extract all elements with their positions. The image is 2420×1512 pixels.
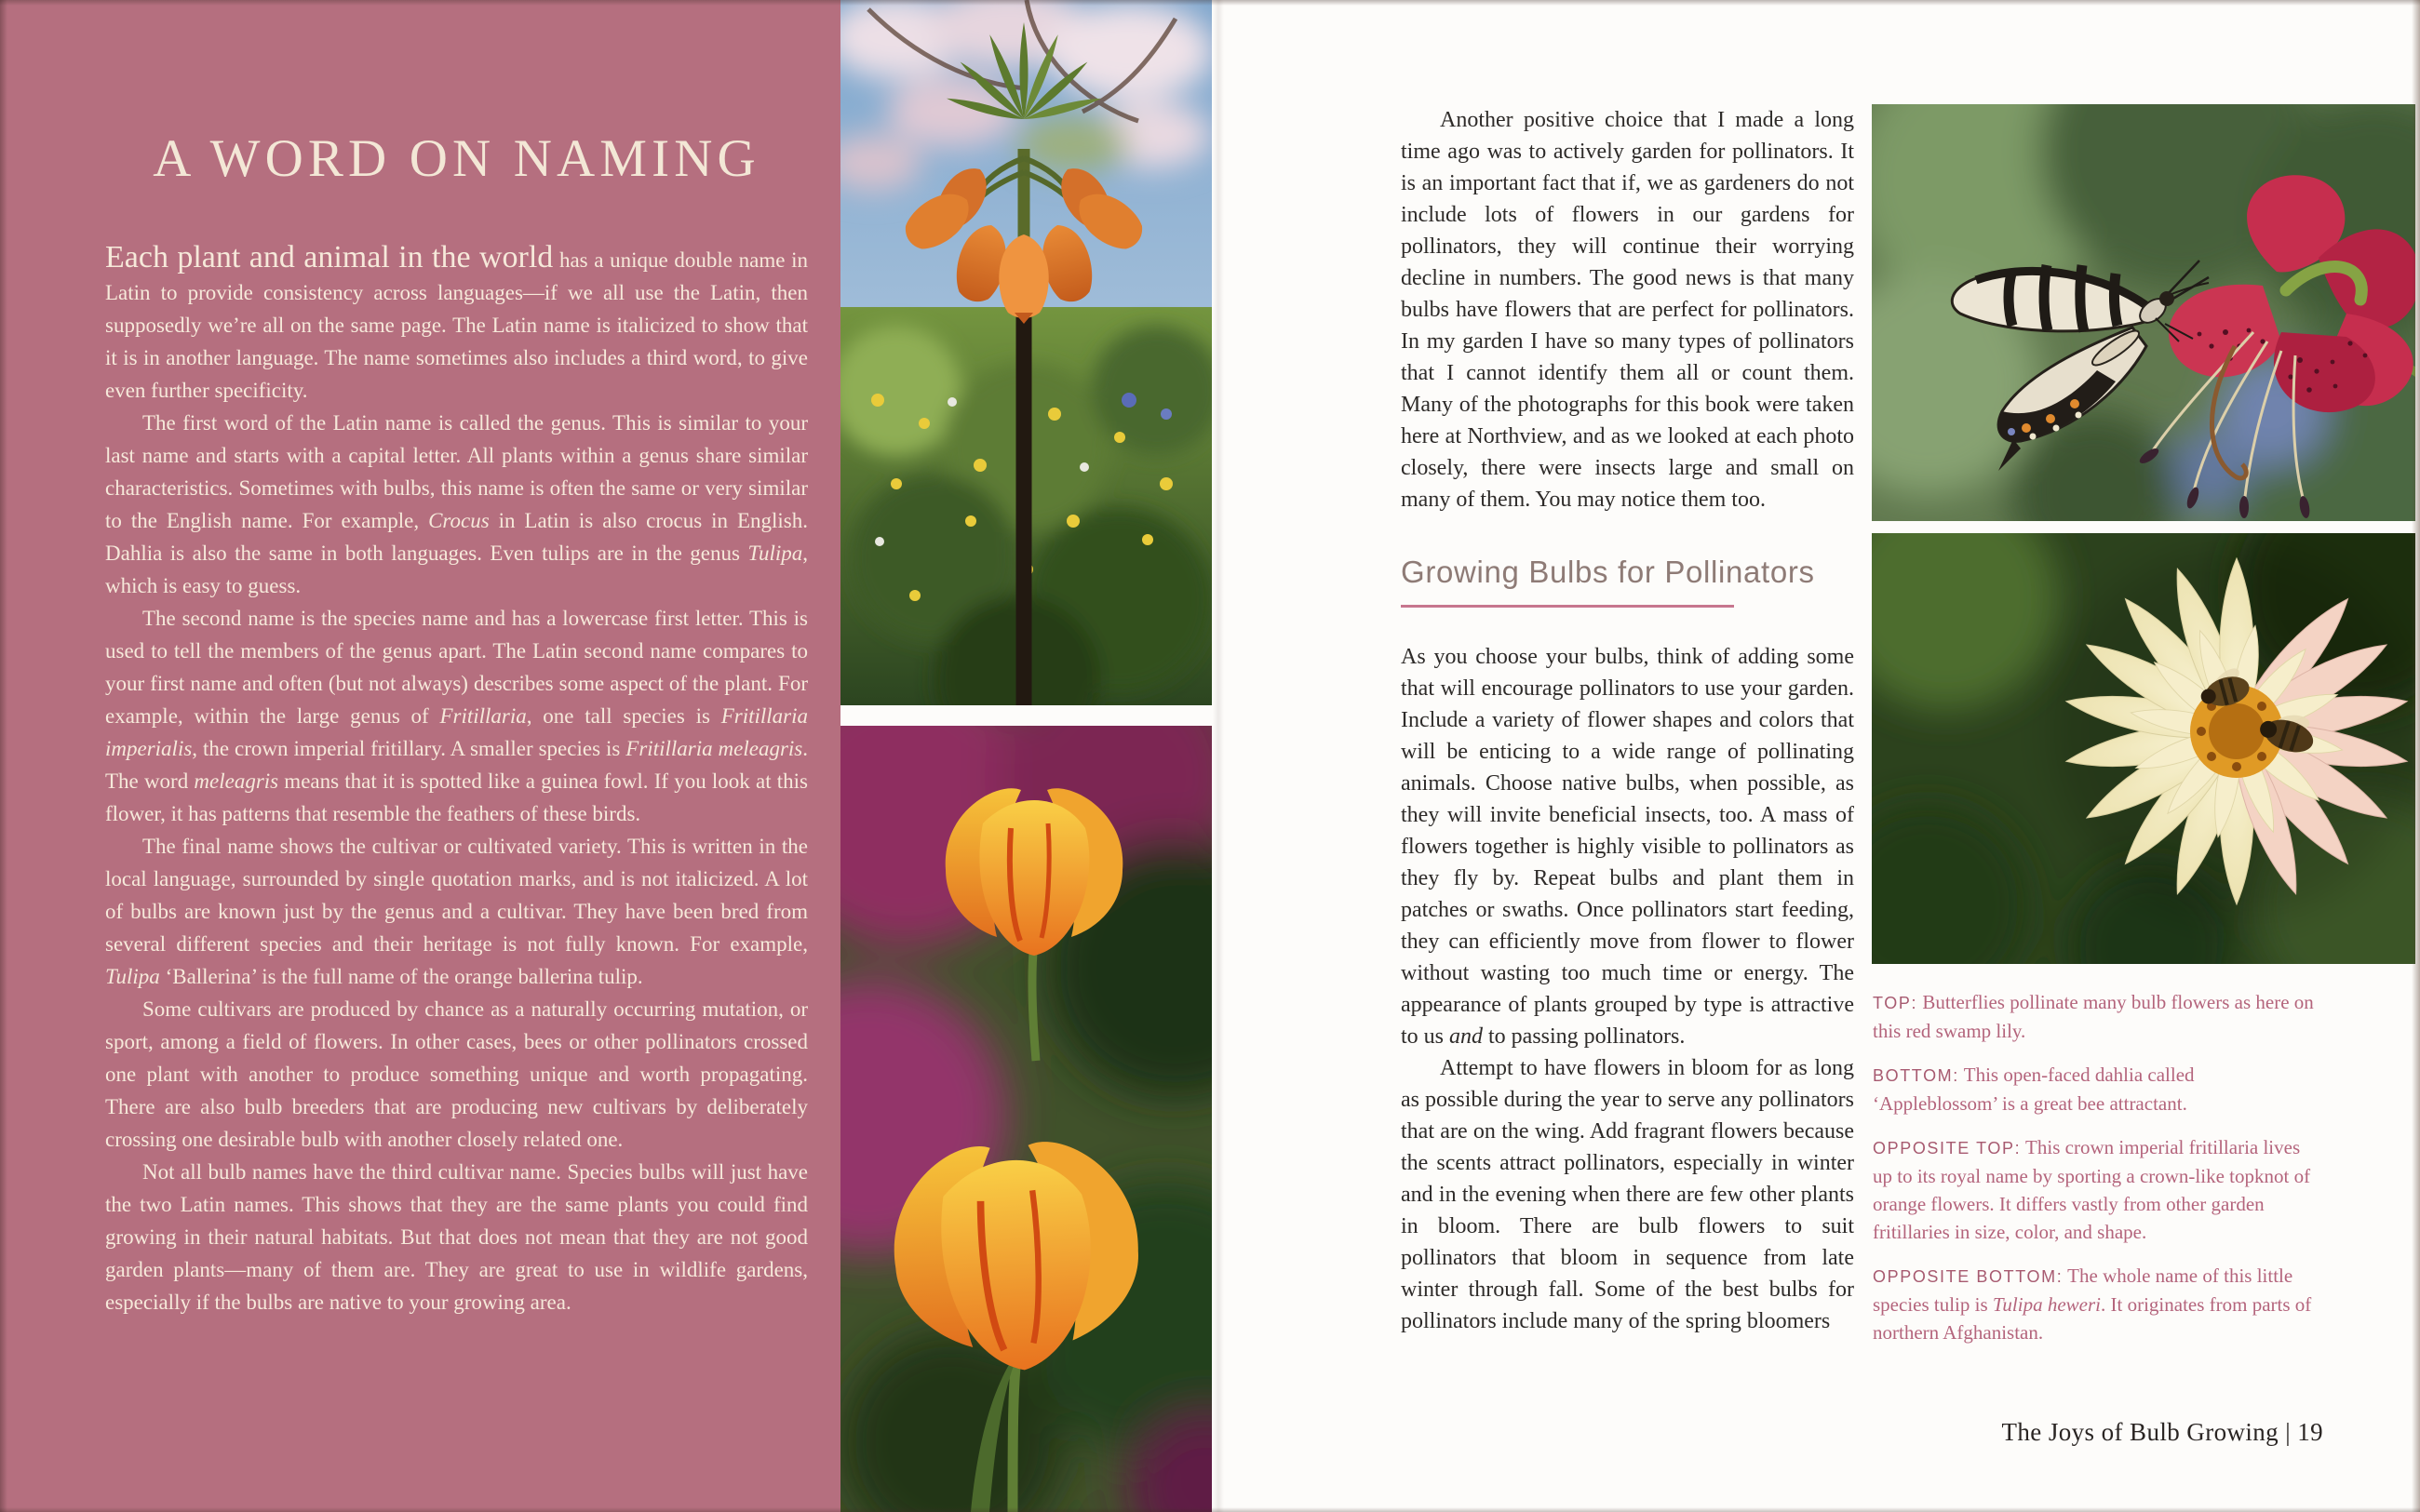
heading-rule (1401, 605, 1734, 608)
left-text-column (105, 0, 808, 1318)
left-page-panel (0, 0, 840, 1512)
caption-text: The whole name of this little species tulip is Tulipa heweri. It originates from parts of northern Afghanistan. (1873, 1264, 2312, 1344)
photo-dahlia-bees (1872, 533, 2415, 964)
page-title: A WORD ON NAMING (153, 129, 760, 188)
paragraph: The first word of the Latin name is called the genus. This is similar to your last name and starts with a capital letter. All plants within a genus share similar characteristics. Sometimes with bulbs, this name is often the same or very similar to the English name. For example, Crocus in Latin is also crocus in English. Dahlia is also the same in both languages. Even tulips are in the genus Tulipa, which is easy to guess. (105, 411, 808, 597)
paragraph: Some cultivars are produced by chance as a naturally occurring mutation, or sport, among a field of flowers. In other cases, bees or other pollinators crossed one plant with another to produce something unique and worth propagating. There are also bulb breeders that are producing new cultivars by deliberately crossing one desirable bulb with another closely related one. (105, 997, 808, 1151)
caption-label: OPPOSITE TOP: (1873, 1139, 2022, 1157)
photo-tulips (840, 726, 1212, 1512)
caption-label: TOP: (1873, 994, 1918, 1012)
intro-rest: has a unique double name in Latin to provide consistency across languages—if we all use the Latin, then supposedly we’re all on the same page. The Latin name is italicized to show that it is in another language. The name sometimes also includes a third word, to give even further specificity. (105, 248, 808, 402)
photo-butterfly-lily (1872, 104, 2415, 521)
caption-opposite-top (1873, 1133, 2323, 1246)
caption-text: This crown imperial fritillaria lives up to its royal name by sporting a crown-like topknot of orange flowers. It differs vastly from other garden fritillaries in size, color, and shape. (1873, 1136, 2311, 1243)
caption-bottom (1873, 1061, 2323, 1117)
paragraph: Attempt to have flowers in bloom for as long as possible during the year to serve any pollinators that are on the wing. Add fragrant flowers because the scents attract pollinators, especially in winter and in the evening when there are few other plants in bloom. There are bulb flowers to suit pollinators that bloom in sequence from late winter through fall. Some of the best bulbs for pollinators include many of the spring bloomers (1401, 1056, 1854, 1333)
running-footer: The Joys of Bulb Growing | 19 (2001, 1418, 2323, 1446)
caption-text: This open-faced dahlia called ‘Appleblossom’ is a great bee attractant. (1873, 1064, 2195, 1115)
paragraph: As you choose your bulbs, think of adding some that will encourage pollinators to use your garden. Include a variety of flower shapes and colors that will be enticing to a wide range of pollinating animals. Choose native bulbs, when possible, as they will invite beneficial insects, too. A mass of flowers together is highly visible to pollinators as they fly by. Repeat bulbs and plant them in patches or swaths. Once pollinators start feeding, they can efficiently move from flower to flower without wasting too much time or energy. The appearance of plants grouped by type is attractive to us and to passing pollinators. (1401, 645, 1854, 1049)
caption-opposite-bottom (1873, 1262, 2323, 1346)
page-gutter (1213, 0, 1224, 1512)
paragraph: The second name is the species name and has a lowercase first letter. This is used to tell the members of the genus apart. The Latin second name compares to your first name and often (but not always) describes some aspect of the plant. For example, within the large genus of Fritillaria, one tall species is Fritillaria imperialis, the crown imperial fritillary. A smaller species is Fritillaria meleagris. The word meleagris means that it is spotted like a guinea fowl. If you look at this flower, it has patterns that resemble the feathers of these birds. (105, 607, 809, 825)
right-text-column (1401, 104, 1854, 1337)
caption-column (1873, 988, 2323, 1362)
intro-paragraph (105, 241, 808, 407)
photo-crown-imperial (840, 0, 1212, 705)
paragraph: The final name shows the cultivar or cultivated variety. This is written in the local language, surrounded by single quotation marks, and is not italicized. A lot of bulbs are known just by the genus and a cultivar. They have been bred from several different species and their heritage is not fully known. For example, Tulipa ‘Ballerina’ is the full name of the orange ballerina tulip. (105, 835, 808, 988)
caption-label: BOTTOM: (1873, 1066, 1959, 1085)
dahlia-flower (2050, 545, 2415, 917)
section-heading: Growing Bulbs for Pollinators (1401, 555, 1815, 589)
paragraph: Another positive choice that I made a long time ago was to actively garden for pollinators. It is an important fact that if, we as gardeners do not include lots of flowers in our gardens for pollinators, they will continue their worrying decline in numbers. The good news is that many bulbs have flowers that are perfect for pollinators. In my garden I have so many types of pollinators that I cannot identify them all or count them. Many of the photographs for this book were taken here at Northview, and as we looked at each photo closely, there were insects large and small on many of them. You may notice them too. (1401, 108, 1854, 512)
section-heading-block (1401, 556, 1854, 608)
lead-in-phrase: Each plant and animal in the world (105, 240, 554, 274)
caption-top (1873, 988, 2323, 1045)
left-body (105, 241, 808, 1318)
caption-label: OPPOSITE BOTTOM: (1873, 1267, 2064, 1286)
paragraph: Not all bulb names have the third cultivar name. Species bulbs will just have the two Latin names. This shows that they are the same plants you could find growing in their natural habitats. But that does not mean that they are not good garden plants—many of them are. They are great to use in wildlife gardens, especially if the bulbs are native to your growing area. (105, 1160, 808, 1314)
caption-text: Butterflies pollinate many bulb flowers as here on this red swamp lily. (1873, 991, 2314, 1042)
